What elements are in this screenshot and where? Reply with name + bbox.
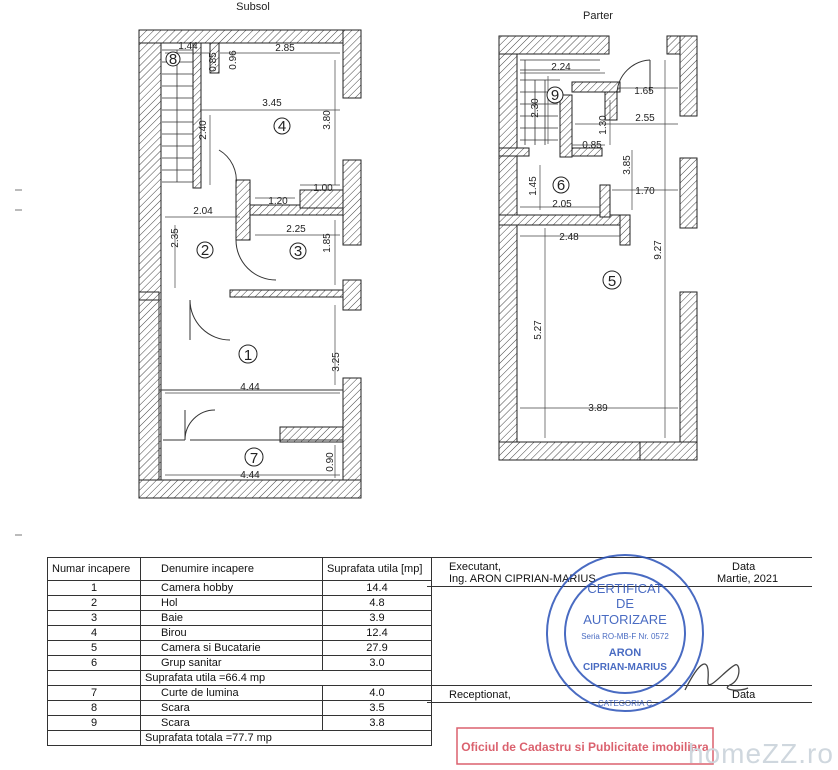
room-num: 7 xyxy=(48,686,141,701)
dim-label: 3.89 xyxy=(588,403,608,414)
dim-label: 1.65 xyxy=(634,86,654,97)
dim-label: 0.90 xyxy=(325,452,336,472)
dim-label: 1.20 xyxy=(268,196,288,207)
dim-label: 1.45 xyxy=(528,176,539,196)
dim-label: 9.27 xyxy=(653,240,664,260)
dim-label: 2.25 xyxy=(286,224,306,235)
watermark-logo: homeZZ.ro xyxy=(688,738,834,769)
room-area: 4.8 xyxy=(323,596,432,611)
dim-label: 2.85 xyxy=(275,43,295,54)
dim-label: 1.85 xyxy=(322,233,333,253)
subtotal-text: Suprafata utila =66.4 mp xyxy=(141,671,432,686)
signature xyxy=(680,650,750,700)
dim-label: 3.85 xyxy=(622,155,633,175)
data-label: Data xyxy=(732,561,756,573)
room-name: Scara xyxy=(141,701,323,716)
dim-label: 1.30 xyxy=(598,115,609,135)
parter-title: Parter xyxy=(583,10,613,22)
empty-cell xyxy=(48,731,141,746)
dim-label: 5.27 xyxy=(533,320,544,340)
dim-label: 0.85 xyxy=(208,52,219,72)
room-name: Birou xyxy=(141,626,323,641)
dim-label: 0.85 xyxy=(582,140,602,151)
table-row xyxy=(48,611,432,626)
header-denumire: Denumire incapere xyxy=(141,558,323,581)
subtotal-row xyxy=(48,671,432,686)
room-num: 2 xyxy=(48,596,141,611)
room-number: 3 xyxy=(293,243,303,260)
room-name: Grup sanitar xyxy=(141,656,323,671)
stamp-line4: Seria RO-MB-F Nr. 0572 xyxy=(581,632,669,641)
dim-label: 4.44 xyxy=(240,382,260,393)
room-num: 1 xyxy=(48,581,141,596)
total-row xyxy=(48,731,432,746)
receptionat-label: Receptionat, xyxy=(449,689,511,701)
room-num: 6 xyxy=(48,656,141,671)
dim-label: 2.40 xyxy=(198,120,209,140)
room-name: Curte de lumina xyxy=(141,686,323,701)
room-number: 9 xyxy=(550,87,560,104)
total-text: Suprafata totala =77.7 mp xyxy=(141,731,432,746)
table-row xyxy=(48,596,432,611)
stamp-line3: AUTORIZARE xyxy=(583,612,667,627)
room-name: Camera hobby xyxy=(141,581,323,596)
executant-name: Ing. ARON CIPRIAN-MARIUS xyxy=(449,573,596,585)
room-number: 6 xyxy=(556,177,566,194)
room-name: Baie xyxy=(141,611,323,626)
stamp-line5: ARON xyxy=(608,647,642,659)
dim-label: 1.00 xyxy=(313,183,333,194)
stamp-line1: CERTIFICAT xyxy=(587,581,663,596)
room-number: 7 xyxy=(249,450,259,467)
header-numar: Numar incapere xyxy=(48,558,141,581)
crop-marks xyxy=(15,190,22,535)
room-area: 12.4 xyxy=(323,626,432,641)
stamp-line6: CIPRIAN-MARIUS xyxy=(583,662,667,673)
room-area: 27.9 xyxy=(323,641,432,656)
table-row xyxy=(48,686,432,701)
room-area: 3.9 xyxy=(323,611,432,626)
dim-label: 2.35 xyxy=(170,228,181,248)
room-number: 2 xyxy=(200,242,210,259)
table-row xyxy=(48,701,432,716)
office-stamp-text: Oficiul de Cadastru si Publicitate imobiliara xyxy=(461,740,709,754)
office-stamp xyxy=(455,726,715,766)
parter-plan xyxy=(499,10,697,460)
room-num: 5 xyxy=(48,641,141,656)
subsol-plan xyxy=(139,1,361,498)
room-name: Camera si Bucatarie xyxy=(141,641,323,656)
room-number: 5 xyxy=(607,273,617,290)
room-area: 3.5 xyxy=(323,701,432,716)
dim-label: 2.05 xyxy=(552,199,572,210)
room-name: Scara xyxy=(141,716,323,731)
dim-label: 1.44 xyxy=(178,41,198,52)
table-row xyxy=(48,581,432,596)
room-number: 1 xyxy=(243,347,253,364)
dim-label: 2.30 xyxy=(530,98,541,118)
stamp-category: CATEGORIA C xyxy=(597,699,653,708)
room-number: 8 xyxy=(168,51,178,68)
table-row xyxy=(48,626,432,641)
executant-label: Executant, xyxy=(449,561,501,573)
room-area: 3.8 xyxy=(323,716,432,731)
dim-label: 2.48 xyxy=(559,232,579,243)
stamp-line2: DE xyxy=(615,596,635,611)
executant-date: Martie, 2021 xyxy=(717,573,779,585)
dim-label: 4.44 xyxy=(240,470,260,481)
dim-label: 2.24 xyxy=(551,62,571,73)
dim-label: 2.04 xyxy=(193,206,213,217)
table-header-row xyxy=(48,558,432,581)
room-area: 4.0 xyxy=(323,686,432,701)
dim-label: 3.25 xyxy=(331,352,342,372)
dim-label: 1.70 xyxy=(635,186,655,197)
room-num: 3 xyxy=(48,611,141,626)
rooms-table xyxy=(47,557,432,746)
dim-label: 3.80 xyxy=(322,110,333,130)
subsol-title: Subsol xyxy=(236,1,270,13)
room-num: 8 xyxy=(48,701,141,716)
table-row xyxy=(48,716,432,731)
room-area: 14.4 xyxy=(323,581,432,596)
room-area: 3.0 xyxy=(323,656,432,671)
dim-label: 0.96 xyxy=(228,50,239,70)
room-name: Hol xyxy=(141,596,323,611)
room-num: 9 xyxy=(48,716,141,731)
room-number: 4 xyxy=(277,118,287,135)
dim-label: 2.55 xyxy=(635,113,655,124)
table-row xyxy=(48,656,432,671)
empty-cell xyxy=(48,671,141,686)
room-num: 4 xyxy=(48,626,141,641)
header-suprafata: Suprafata utila [mp] xyxy=(323,558,432,581)
table-row xyxy=(48,641,432,656)
dim-label: 3.45 xyxy=(262,98,282,109)
data-label-2: Data xyxy=(732,689,756,701)
